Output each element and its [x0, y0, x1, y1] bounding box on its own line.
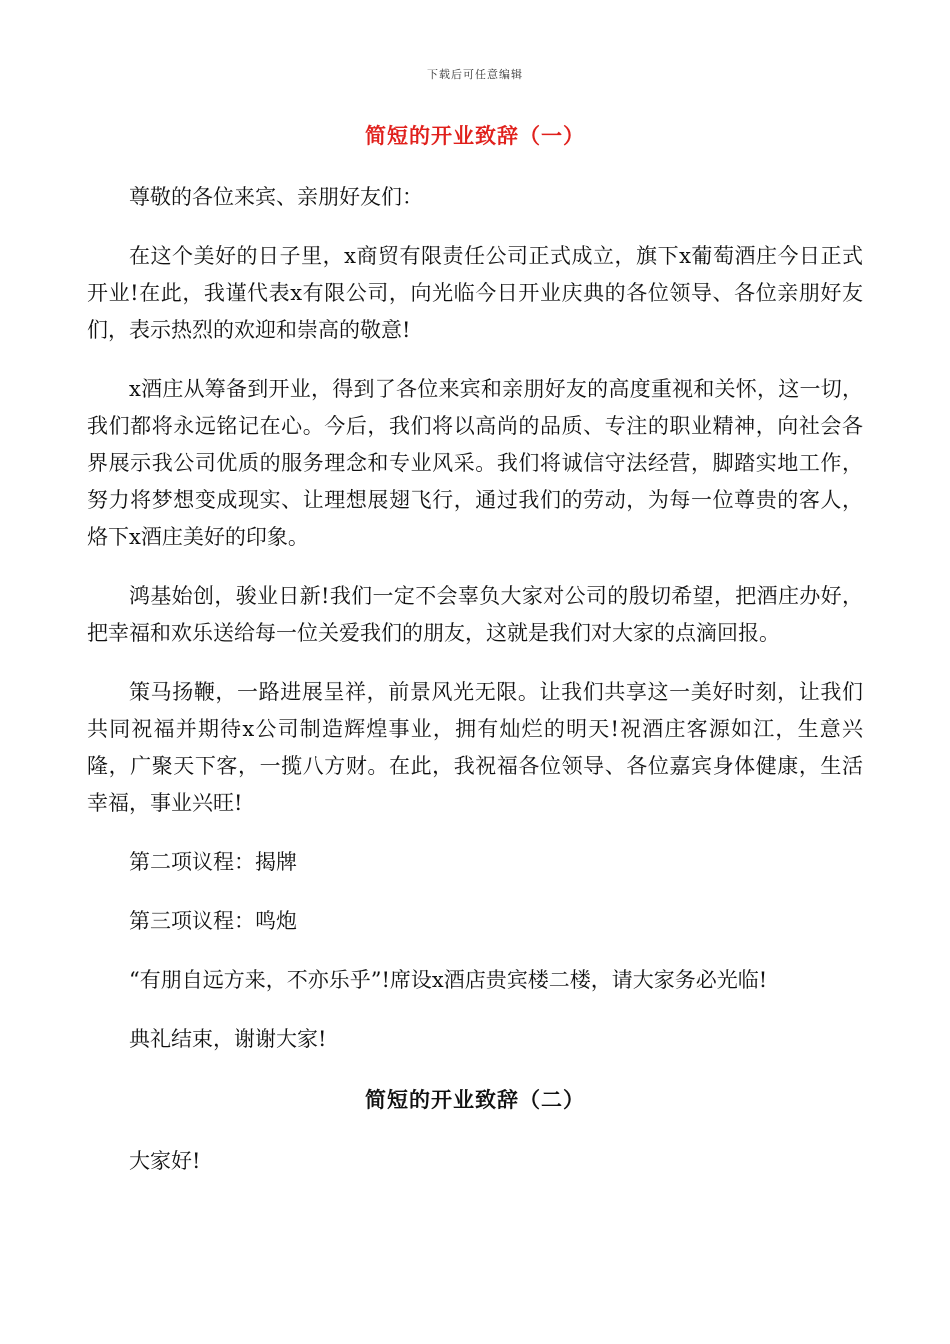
paragraph-blessing: 策马扬鞭，一路进展呈祥，前景风光无限。让我们共享这一美好时刻，让我们共同祝福并期待x公司制造辉煌事业，拥有灿烂的明天!祝酒庄客源如江，生意兴隆，广聚天下客，一揽八方财。在此，我祝福各位领导、各位嘉宾身体健康，生活幸福，事业兴旺!	[87, 680, 863, 815]
salutation: 尊敬的各位来宾、亲朋好友们：	[129, 185, 423, 209]
paragraph-gratitude: x酒庄从筹备到开业，得到了各位来宾和亲朋好友的高度重视和关怀，这一切，我们都将永远铭记在心。今后，我们将以高尚的品质、专注的职业精神，向社会各界展示我公司优质的服务理念和专业风采。我们将诚信守法经营，脚踏实地工作，努力将梦想变成现实、让理想展翅飞行，通过我们的劳动，为每一位尊贵的客人，烙下x酒庄美好的印象。	[87, 377, 863, 549]
closing-line: 典礼结束，谢谢大家!	[129, 1027, 327, 1051]
document-body	[87, 116, 863, 1180]
page-header-note: 下载后可任意编辑	[427, 68, 523, 81]
banquet-invitation: “有朋自远方来，不亦乐乎”!席设x酒店贵宾楼二楼，请大家务必光临!	[129, 968, 768, 992]
paragraph-opening: 在这个美好的日子里，x商贸有限责任公司正式成立，旗下x葡萄酒庄今日正式开业!在此，我谨代表x有限公司，向光临今日开业庆典的各位领导、各位亲朋好友们，表示热烈的欢迎和崇高的敬意!	[87, 244, 863, 342]
agenda-item-2: 第二项议程：揭牌	[129, 850, 297, 874]
section-2-title: 简短的开业致辞（二）	[365, 1087, 585, 1112]
section-2-greeting: 大家好!	[129, 1149, 201, 1173]
section-1-title: 简短的开业致辞（一）	[365, 123, 585, 148]
paragraph-commitment: 鸿基始创，骏业日新!我们一定不会辜负大家对公司的殷切希望，把酒庄办好，把幸福和欢乐送给每一位关爱我们的朋友，这就是我们对大家的点滴回报。	[87, 584, 863, 645]
agenda-item-3: 第三项议程：鸣炮	[129, 909, 297, 933]
